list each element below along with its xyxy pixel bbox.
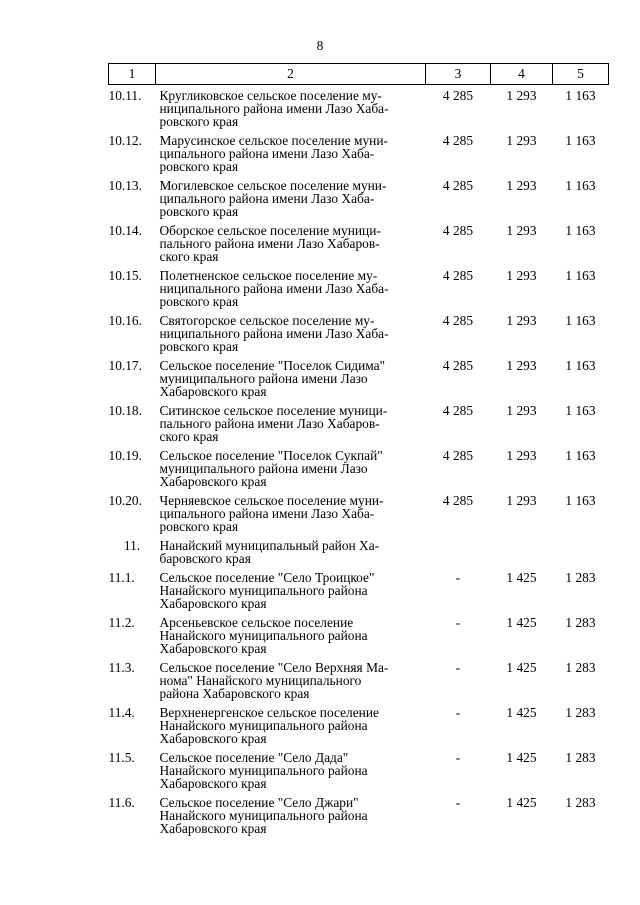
row-name-line: Оборское сельское поселение муници- bbox=[159, 223, 381, 238]
row-value-col-3: 4 285 bbox=[442, 223, 474, 238]
row-value-col-5: 1 283 bbox=[565, 660, 596, 675]
row-value-col-3: 4 285 bbox=[442, 313, 474, 328]
row-number: 10.19. bbox=[108, 448, 142, 463]
row-number: 11.4. bbox=[108, 705, 135, 720]
table-row bbox=[109, 400, 609, 445]
row-value-col-5: 1 163 bbox=[565, 313, 596, 328]
row-name bbox=[156, 265, 426, 310]
header-col-1: 1 bbox=[109, 64, 156, 85]
row-value-col-4: 1 293 bbox=[506, 223, 537, 238]
row-name bbox=[156, 657, 426, 702]
table-row bbox=[109, 702, 609, 747]
row-name-line: ципального района имени Лазо Хаба- bbox=[159, 191, 375, 206]
table-row bbox=[109, 567, 609, 612]
row-name-line: Полетненское сельское поселение му- bbox=[159, 268, 378, 283]
table-row bbox=[109, 792, 609, 837]
row-name bbox=[156, 175, 426, 220]
row-number: 11.3. bbox=[108, 660, 135, 675]
row-name-line: Нанайского муниципального района bbox=[159, 763, 368, 778]
row-name-line: Арсеньевское сельское поселение bbox=[159, 615, 354, 630]
row-name-line: пального района имени Лазо Хабаров- bbox=[159, 236, 380, 251]
row-name-line: Хабаровского края bbox=[159, 731, 267, 746]
row-name-line: Хабаровского края bbox=[159, 641, 267, 656]
row-value-col-4: 1 293 bbox=[506, 403, 537, 418]
table-header bbox=[109, 64, 609, 85]
row-number: 10.14. bbox=[108, 223, 142, 238]
table-row bbox=[109, 535, 609, 567]
row-name-line: Нанайского муниципального района bbox=[159, 808, 368, 823]
header-col-4: 4 bbox=[491, 64, 553, 85]
row-value-col-4: 1 293 bbox=[506, 178, 537, 193]
row-value-col-3: 4 285 bbox=[442, 133, 474, 148]
row-name-line: Сельское поселение "Поселок Сукпай" bbox=[159, 448, 383, 463]
row-name-line: нома" Нанайского муниципального bbox=[159, 673, 362, 688]
row-value-col-4: 1 293 bbox=[506, 493, 537, 508]
row-name-line: Марусинское сельское поселение муни- bbox=[159, 133, 388, 148]
row-value-col-4: 1 425 bbox=[506, 795, 537, 810]
row-value-col-3: - bbox=[455, 795, 461, 810]
row-name bbox=[156, 130, 426, 175]
row-name-line: ровского края bbox=[159, 519, 239, 534]
row-name-line: муниципального района имени Лазо bbox=[159, 371, 368, 386]
header-col-3: 3 bbox=[426, 64, 491, 85]
row-name-line: Могилевское сельское поселение муни- bbox=[159, 178, 387, 193]
row-number: 10.18. bbox=[108, 403, 142, 418]
page-number: 8 bbox=[316, 38, 324, 53]
table-row bbox=[109, 747, 609, 792]
row-name-line: Хабаровского края bbox=[159, 474, 267, 489]
row-name-line: Верхненергенское сельское поселение bbox=[159, 705, 379, 720]
row-name bbox=[156, 490, 426, 535]
row-value-col-5: 1 163 bbox=[565, 178, 596, 193]
table-row bbox=[109, 657, 609, 702]
row-value-col-4: 1 425 bbox=[506, 615, 537, 630]
row-value-col-3: 4 285 bbox=[442, 268, 474, 283]
row-name bbox=[156, 567, 426, 612]
data-table bbox=[108, 63, 609, 837]
row-number: 11.1. bbox=[108, 570, 135, 585]
row-name-line: ниципального района имени Лазо Хаба- bbox=[159, 281, 389, 296]
row-name-line: Сельское поселение "Село Джари" bbox=[159, 795, 359, 810]
row-value-col-5: 1 163 bbox=[565, 403, 596, 418]
row-name-line: района Хабаровского края bbox=[159, 686, 310, 701]
row-value-col-3: - bbox=[455, 615, 461, 630]
row-number: 10.17. bbox=[108, 358, 142, 373]
row-value-col-4: 1 293 bbox=[506, 88, 537, 103]
row-name-line: Ситинское сельское поселение муници- bbox=[159, 403, 388, 418]
row-name-line: Хабаровского края bbox=[159, 821, 267, 836]
row-value-col-5: 1 283 bbox=[565, 750, 596, 765]
row-number: 10.15. bbox=[108, 268, 142, 283]
row-value-col-4 bbox=[491, 535, 553, 567]
row-number: 10.13. bbox=[108, 178, 142, 193]
row-name-line: Хабаровского края bbox=[159, 384, 267, 399]
header-col-2: 2 bbox=[156, 64, 426, 85]
row-name-line: Нанайского муниципального района bbox=[159, 718, 368, 733]
table-row bbox=[109, 220, 609, 265]
row-number: 10.11. bbox=[108, 88, 142, 103]
row-name-line: Святогорское сельское поселение му- bbox=[159, 313, 375, 328]
row-value-col-3: 4 285 bbox=[442, 88, 474, 103]
row-name-line: ровского края bbox=[159, 294, 239, 309]
row-name-line: пального района имени Лазо Хабаров- bbox=[159, 416, 380, 431]
row-name bbox=[156, 85, 426, 131]
table-row bbox=[109, 490, 609, 535]
row-name-line: Сельское поселение "Село Дада" bbox=[159, 750, 349, 765]
row-name-line: ского края bbox=[159, 249, 219, 264]
row-value-col-3: 4 285 bbox=[442, 403, 474, 418]
row-name-line: Сельское поселение "Поселок Сидима" bbox=[159, 358, 386, 373]
row-value-col-4: 1 425 bbox=[506, 705, 537, 720]
row-value-col-5: 1 283 bbox=[565, 705, 596, 720]
row-name bbox=[156, 702, 426, 747]
row-name bbox=[156, 355, 426, 400]
row-name-line: муниципального района имени Лазо bbox=[159, 461, 368, 476]
row-name-line: ровского края bbox=[159, 204, 239, 219]
row-value-col-3: - bbox=[455, 570, 461, 585]
table-row bbox=[109, 175, 609, 220]
table-body bbox=[109, 85, 609, 838]
row-name-line: Нанайского муниципального района bbox=[159, 583, 368, 598]
row-name bbox=[156, 535, 426, 567]
row-value-col-3: 4 285 bbox=[442, 358, 474, 373]
row-name-line: ровского края bbox=[159, 339, 239, 354]
row-value-col-5: 1 163 bbox=[565, 133, 596, 148]
row-name bbox=[156, 612, 426, 657]
row-value-col-4: 1 293 bbox=[506, 448, 537, 463]
row-value-col-3 bbox=[426, 535, 491, 567]
row-value-col-3: - bbox=[455, 705, 461, 720]
row-value-col-5: 1 163 bbox=[565, 223, 596, 238]
row-value-col-5 bbox=[553, 535, 609, 567]
row-value-col-3: - bbox=[455, 750, 461, 765]
row-name-line: ского края bbox=[159, 429, 219, 444]
row-name-line: Черняевское сельское поселение муни- bbox=[159, 493, 384, 508]
row-value-col-5: 1 283 bbox=[565, 570, 596, 585]
row-value-col-3: 4 285 bbox=[442, 178, 474, 193]
table-row bbox=[109, 310, 609, 355]
row-value-col-5: 1 283 bbox=[565, 795, 596, 810]
row-name bbox=[156, 310, 426, 355]
row-value-col-3: 4 285 bbox=[442, 448, 474, 463]
row-name bbox=[156, 747, 426, 792]
row-number: 11.2. bbox=[108, 615, 135, 630]
row-value-col-4: 1 293 bbox=[506, 313, 537, 328]
table-row bbox=[109, 612, 609, 657]
row-value-col-5: 1 163 bbox=[565, 88, 596, 103]
row-name-line: Сельское поселение "Село Верхняя Ма- bbox=[159, 660, 389, 675]
row-value-col-5: 1 283 bbox=[565, 615, 596, 630]
row-number: 10.12. bbox=[108, 133, 142, 148]
row-value-col-5: 1 163 bbox=[565, 268, 596, 283]
row-name-line: ципального района имени Лазо Хаба- bbox=[159, 506, 375, 521]
row-name bbox=[156, 445, 426, 490]
row-name-line: ципального района имени Лазо Хаба- bbox=[159, 146, 375, 161]
row-value-col-4: 1 293 bbox=[506, 133, 537, 148]
table-row bbox=[109, 130, 609, 175]
header-col-5: 5 bbox=[553, 64, 609, 85]
row-value-col-3: 4 285 bbox=[442, 493, 474, 508]
row-name-line: Нанайский муниципальный район Ха- bbox=[159, 538, 380, 553]
row-value-col-3: - bbox=[455, 660, 461, 675]
row-name-line: Хабаровского края bbox=[159, 776, 267, 791]
row-value-col-4: 1 293 bbox=[506, 268, 537, 283]
row-number: 10.16. bbox=[108, 313, 142, 328]
row-name-line: ровского края bbox=[159, 114, 239, 129]
row-number: 11.5. bbox=[108, 750, 135, 765]
row-name-line: баровского края bbox=[159, 551, 251, 566]
row-value-col-4: 1 425 bbox=[506, 570, 537, 585]
row-value-col-4: 1 425 bbox=[506, 660, 537, 675]
row-name-line: ниципального района имени Лазо Хаба- bbox=[159, 101, 389, 116]
row-number: 10.20. bbox=[108, 493, 142, 508]
row-name bbox=[156, 792, 426, 837]
row-value-col-4: 1 425 bbox=[506, 750, 537, 765]
table-row bbox=[109, 265, 609, 310]
row-name bbox=[156, 400, 426, 445]
table-row bbox=[109, 355, 609, 400]
row-value-col-5: 1 163 bbox=[565, 493, 596, 508]
row-name-line: Нанайского муниципального района bbox=[159, 628, 368, 643]
row-name-line: Кругликовское сельское поселение му- bbox=[159, 88, 382, 103]
row-name-line: ровского края bbox=[159, 159, 239, 174]
row-number: 11.6. bbox=[108, 795, 135, 810]
row-number: 11. bbox=[123, 538, 141, 553]
table-row bbox=[109, 445, 609, 490]
row-name-line: Хабаровского края bbox=[159, 596, 267, 611]
row-name-line: Сельское поселение "Село Троицкое" bbox=[159, 570, 375, 585]
table-row bbox=[109, 85, 609, 131]
row-name-line: ниципального района имени Лазо Хаба- bbox=[159, 326, 389, 341]
row-value-col-4: 1 293 bbox=[506, 358, 537, 373]
row-value-col-5: 1 163 bbox=[565, 448, 596, 463]
row-name bbox=[156, 220, 426, 265]
row-value-col-5: 1 163 bbox=[565, 358, 596, 373]
